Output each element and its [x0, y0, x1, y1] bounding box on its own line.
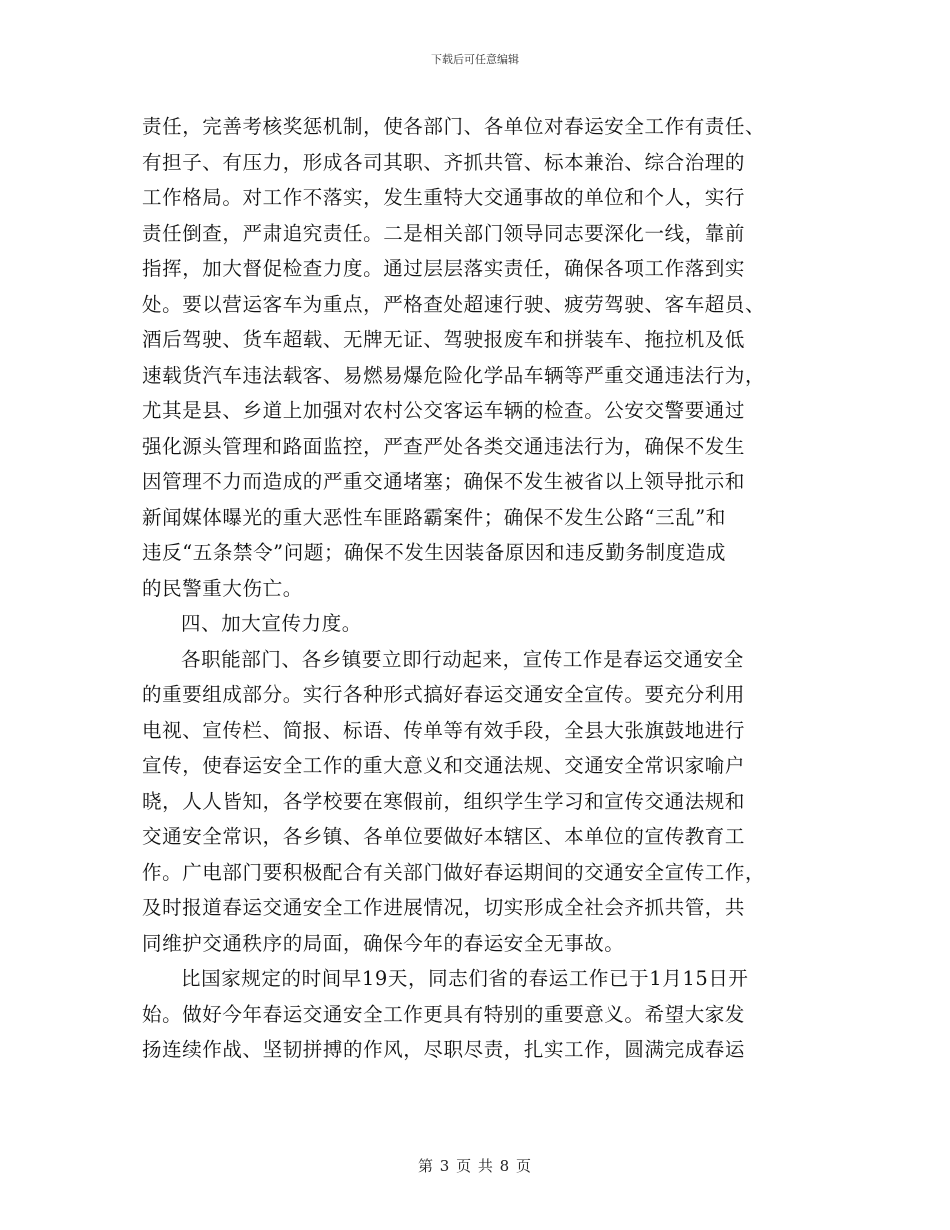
body-text — [142, 109, 802, 1068]
text-line: 始。做好今年春运交通安全工作更具有特别的重要意义。希望大家发 — [142, 1002, 746, 1026]
text-line: 强化源头管理和路面监控，严查严处各类交通违法行为，确保不发生 — [142, 434, 746, 458]
text-line: 的重要组成部分。实行各种形式搞好春运交通安全宣传。要充分利用 — [142, 683, 746, 706]
text-line: 电视、宣传栏、简报、标语、传单等有效手段，全县大张旗鼓地进行 — [142, 718, 746, 742]
section-heading: 四、加大宣传力度。 — [181, 612, 362, 635]
text-line: 因管理不力而造成的严重交通堵塞；确保不发生被省以上领导批示和 — [142, 470, 746, 493]
text-line: 扬连续作战、坚韧拼搏的作风，尽职尽责，扎实工作，圆满完成春运 — [142, 1038, 746, 1061]
text-line: 作。广电部门要积极配合有关部门做好春运期间的交通安全宣传工作， — [142, 860, 766, 884]
text-line: 交通安全常识，各乡镇、各单位要做好本辖区、本单位的宣传教育工 — [142, 825, 746, 848]
text-line: 酒后驾驶、货车超载、无牌无证、驾驶报废车和拼装车、拖拉机及低 — [142, 328, 746, 351]
page-number-footer: 第 3 页 共 8 页 — [418, 1157, 532, 1175]
text-line: 责任倒查，严肃追究责任。二是相关部门领导同志要深化一线，靠前 — [142, 221, 746, 245]
text-line: 宣传，使春运安全工作的重大意义和交通法规、交通安全常识家喻户 — [142, 754, 746, 777]
text-line: 晓，人人皆知，各学校要在寒假前，组织学生学习和宣传交通法规和 — [142, 789, 746, 813]
paragraph-first-line: 比国家规定的时间早19天，同志们省的春运工作已于1月15日开 — [181, 967, 749, 990]
text-line: 及时报道春运交通安全工作进展情况，切实形成全社会齐抓共管，共 — [142, 896, 746, 919]
text-line: 工作格局。对工作不落实，发生重特大交通事故的单位和个人，实行 — [142, 186, 746, 209]
text-line: 责任，完善考核奖惩机制，使各部门、各单位对春运安全工作有责任、 — [142, 115, 766, 138]
text-line: 有担子、有压力，形成各司其职、齐抓共管、标本兼治、综合治理的 — [142, 150, 746, 174]
text-line: 尤其是县、乡道上加强对农村公交客运车辆的检查。公安交警要通过 — [142, 399, 746, 422]
text-line: 处。要以营运客车为重点，严格查处超速行驶、疲劳驾驶、客车超员、 — [142, 292, 766, 316]
header-note: 下载后可任意编辑 — [431, 53, 519, 66]
text-line: 速载货汽车违法载客、易燃易爆危险化学品车辆等严重交通违法行为， — [142, 363, 766, 387]
text-line: 的民警重大伤亡。 — [142, 576, 303, 600]
text-line: 新闻媒体曝光的重大恶性车匪路霸案件；确保不发生公路“三乱”和 — [142, 505, 726, 529]
text-line: 违反“五条禁令”问题；确保不发生因装备原因和违反勤务制度造成 — [142, 541, 726, 564]
text-line: 指挥，加大督促检查力度。通过层层落实责任，确保各项工作落到实 — [142, 257, 746, 280]
paragraph-first-line: 各职能部门、各乡镇要立即行动起来，宣传工作是春运交通安全 — [181, 647, 744, 671]
text-line: 同维护交通秩序的局面，确保今年的春运安全无事故。 — [142, 931, 625, 955]
